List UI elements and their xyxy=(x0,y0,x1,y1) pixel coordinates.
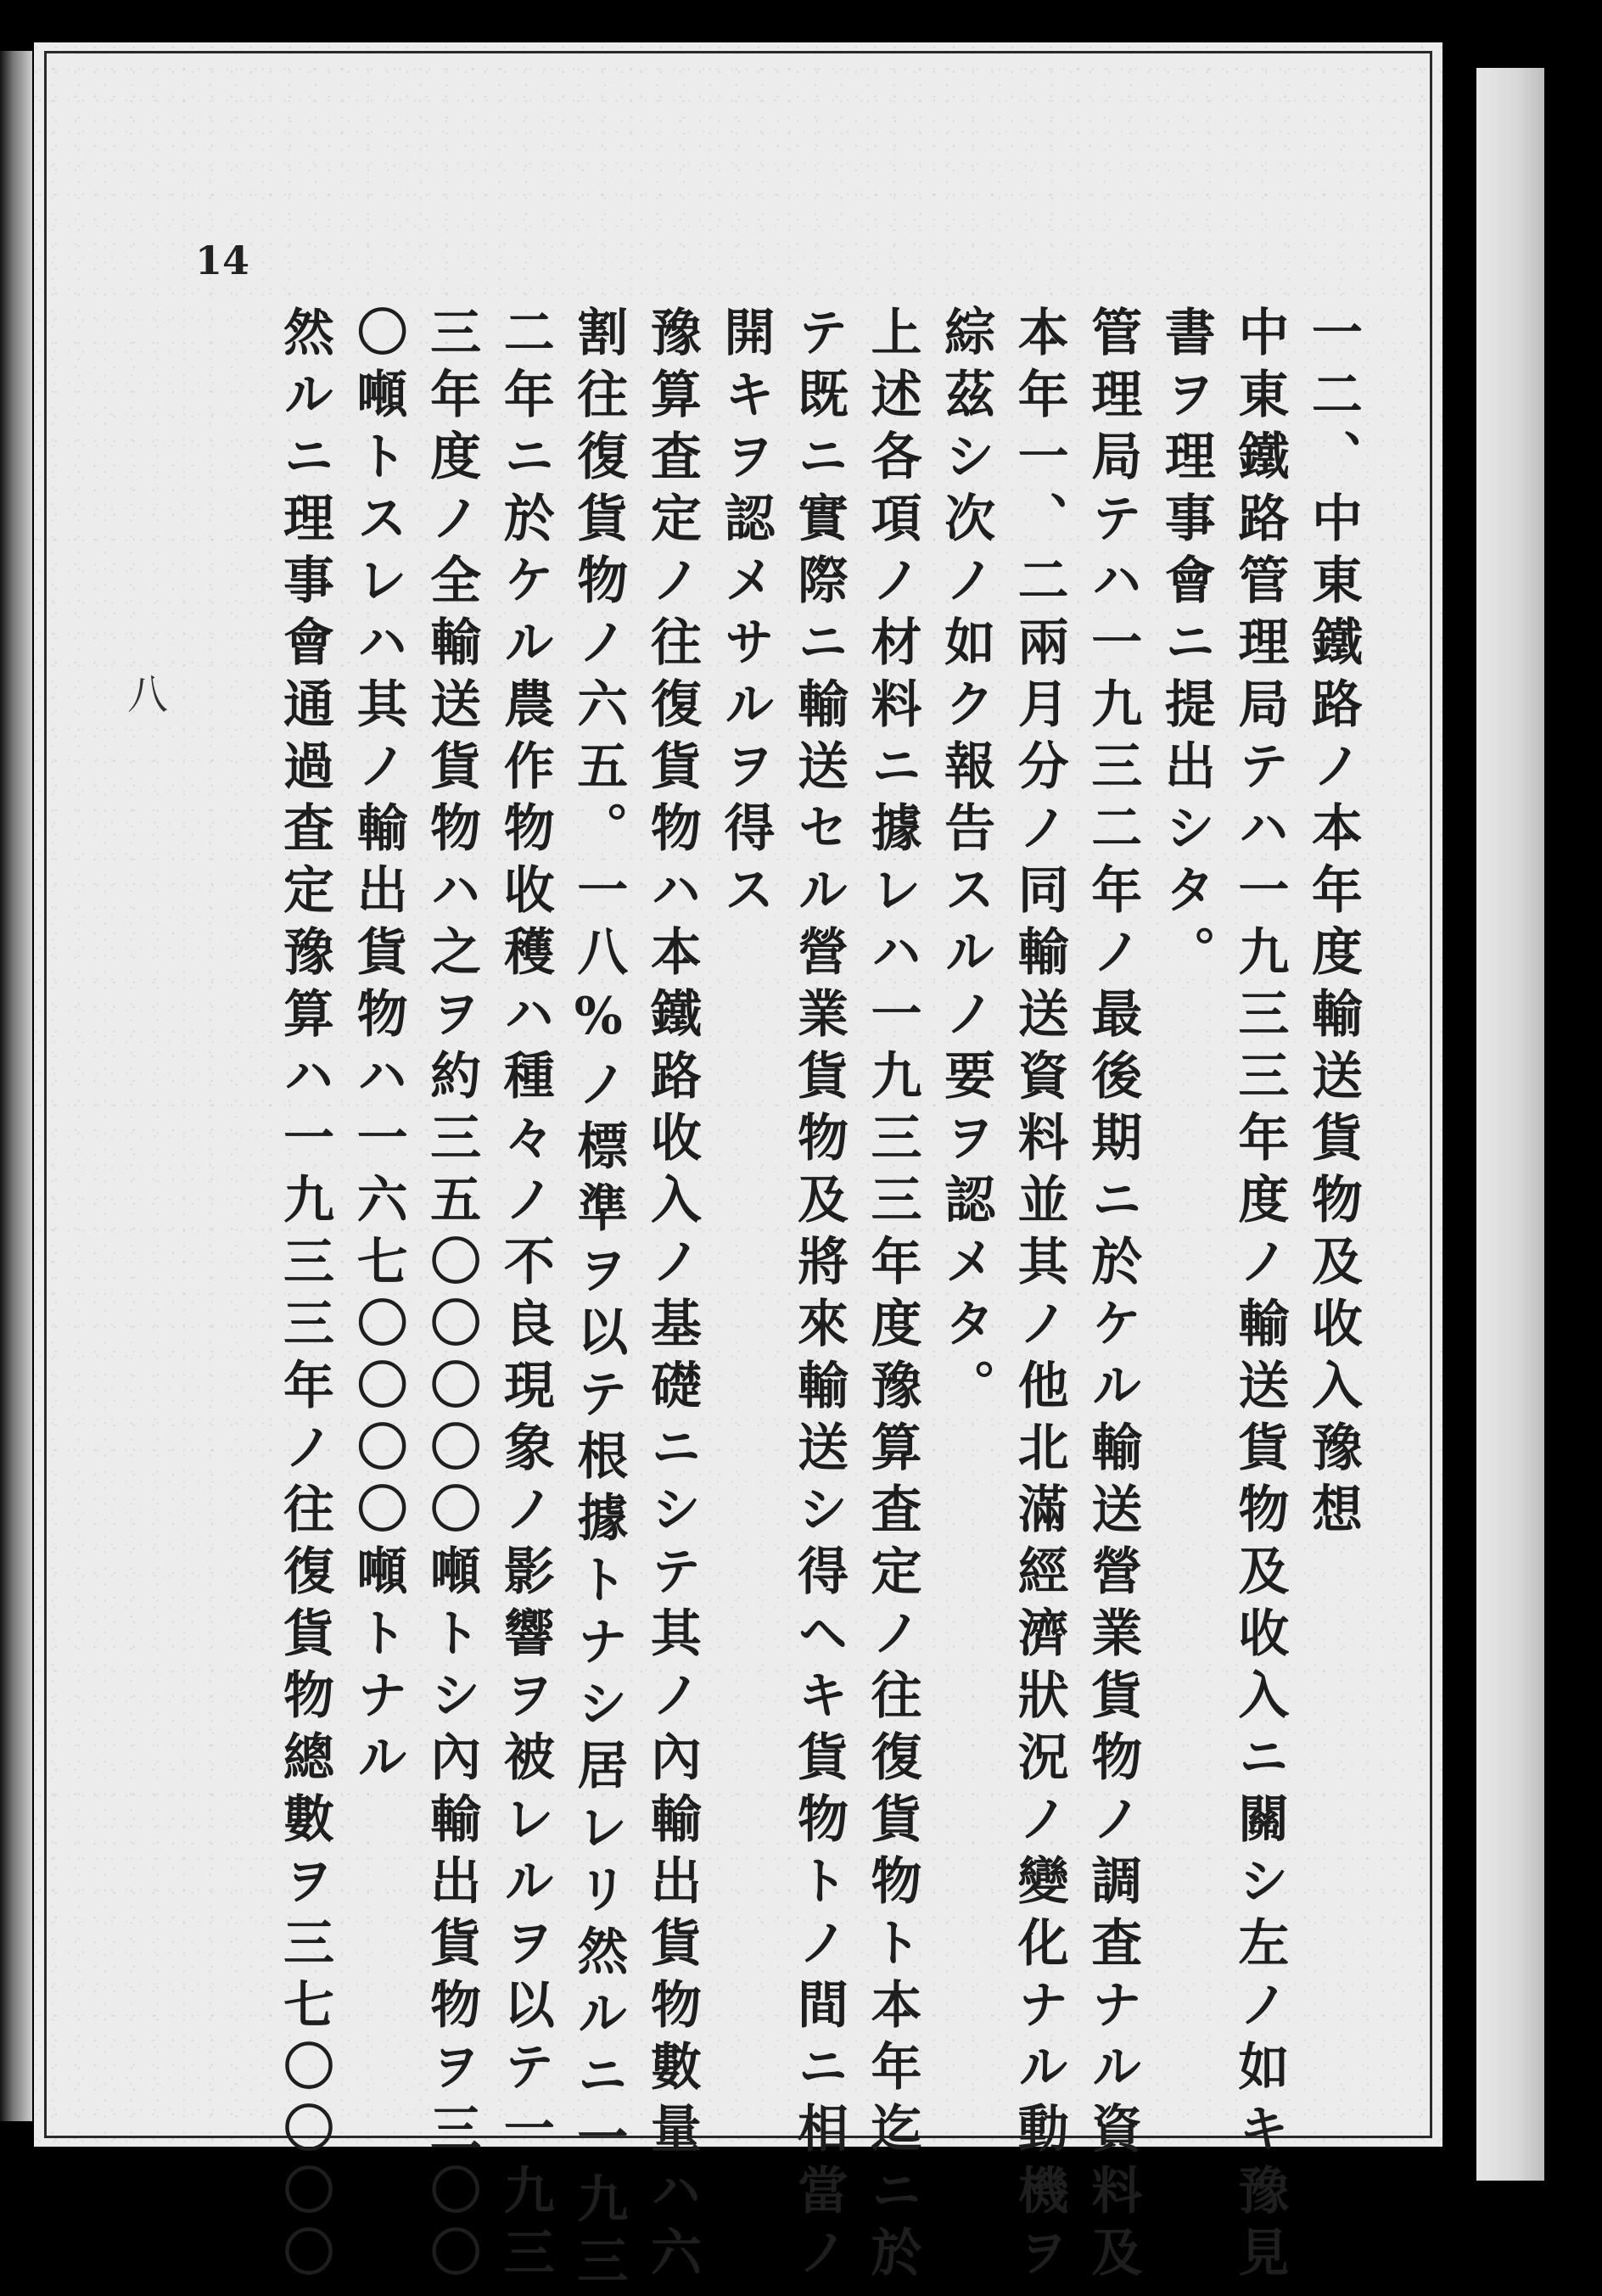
text-column: 本年一、二兩月分ノ同輸送資料並其ノ他北滿經濟狀況ノ變化ナル動機ヲ xyxy=(1009,305,1069,2288)
text-column: 管理局テハ一九三二年ノ最後期ニ於ケル輸送營業貨物ノ調査ナル資料及 xyxy=(1083,305,1143,2288)
text-column: 書ヲ理事會ニ提出シタ。 xyxy=(1156,305,1216,987)
text-column: 〇噸トスレハ其ノ輸出貨物ハ一六七〇〇〇〇噸トナル xyxy=(348,305,408,1792)
page-number: 14 xyxy=(195,238,250,283)
text-column: 豫算査定ノ往復貨物ハ本鐵路收入ノ基礎ニシテ其ノ內輸出貨物數量ハ六 xyxy=(641,305,702,2288)
text-column: 開キヲ認メサルヲ得ス xyxy=(715,305,776,925)
text-column: 中東鐵路管理局テハ一九三三年度ノ輸送貨物及收入ニ關シ左ノ如キ豫見 xyxy=(1230,305,1290,2288)
section-heading: 一二、中東鐵路ノ本年度輸送貨物及收入豫想 xyxy=(1302,305,1363,1544)
right-facing-page-edge xyxy=(1476,68,1544,2181)
text-column: 割往復貨物ノ六五。一八%ノ標準ヲ以テ根據トナシ居レリ然ルニ一九三 xyxy=(569,305,629,2296)
text-column: 上述各項ノ材料ニ據レハ一九三三年度豫算査定ノ往復貨物ト本年迄ニ於 xyxy=(862,305,922,2288)
text-column: テ既ニ實際ニ輸送セル營業貨物及將來輸送シ得ヘキ貨物トノ間ニ相當ノ xyxy=(788,305,849,2288)
text-column: 綜茲シ次ノ如ク報告スルノ要ヲ認メタ。 xyxy=(936,305,996,1420)
text-column: 然ルニ理事會通過査定豫算ハ一九三三年ノ往復貨物總數ヲ三七〇〇〇〇 xyxy=(275,305,334,2288)
margin-mark: 八 xyxy=(127,671,169,719)
text-column: 三年度ノ全輸送貨物ハ之ヲ約三五〇〇〇〇〇噸トシ內輸出貨物ヲ三〇〇 xyxy=(422,305,482,2288)
vertical-text-block xyxy=(272,305,1366,2296)
text-column: 二年ニ於ケル農作物收穫ハ種々ノ不良現象ノ影響ヲ被レルヲ以テ一九三 xyxy=(495,305,555,2288)
left-facing-page-edge xyxy=(0,51,32,2121)
